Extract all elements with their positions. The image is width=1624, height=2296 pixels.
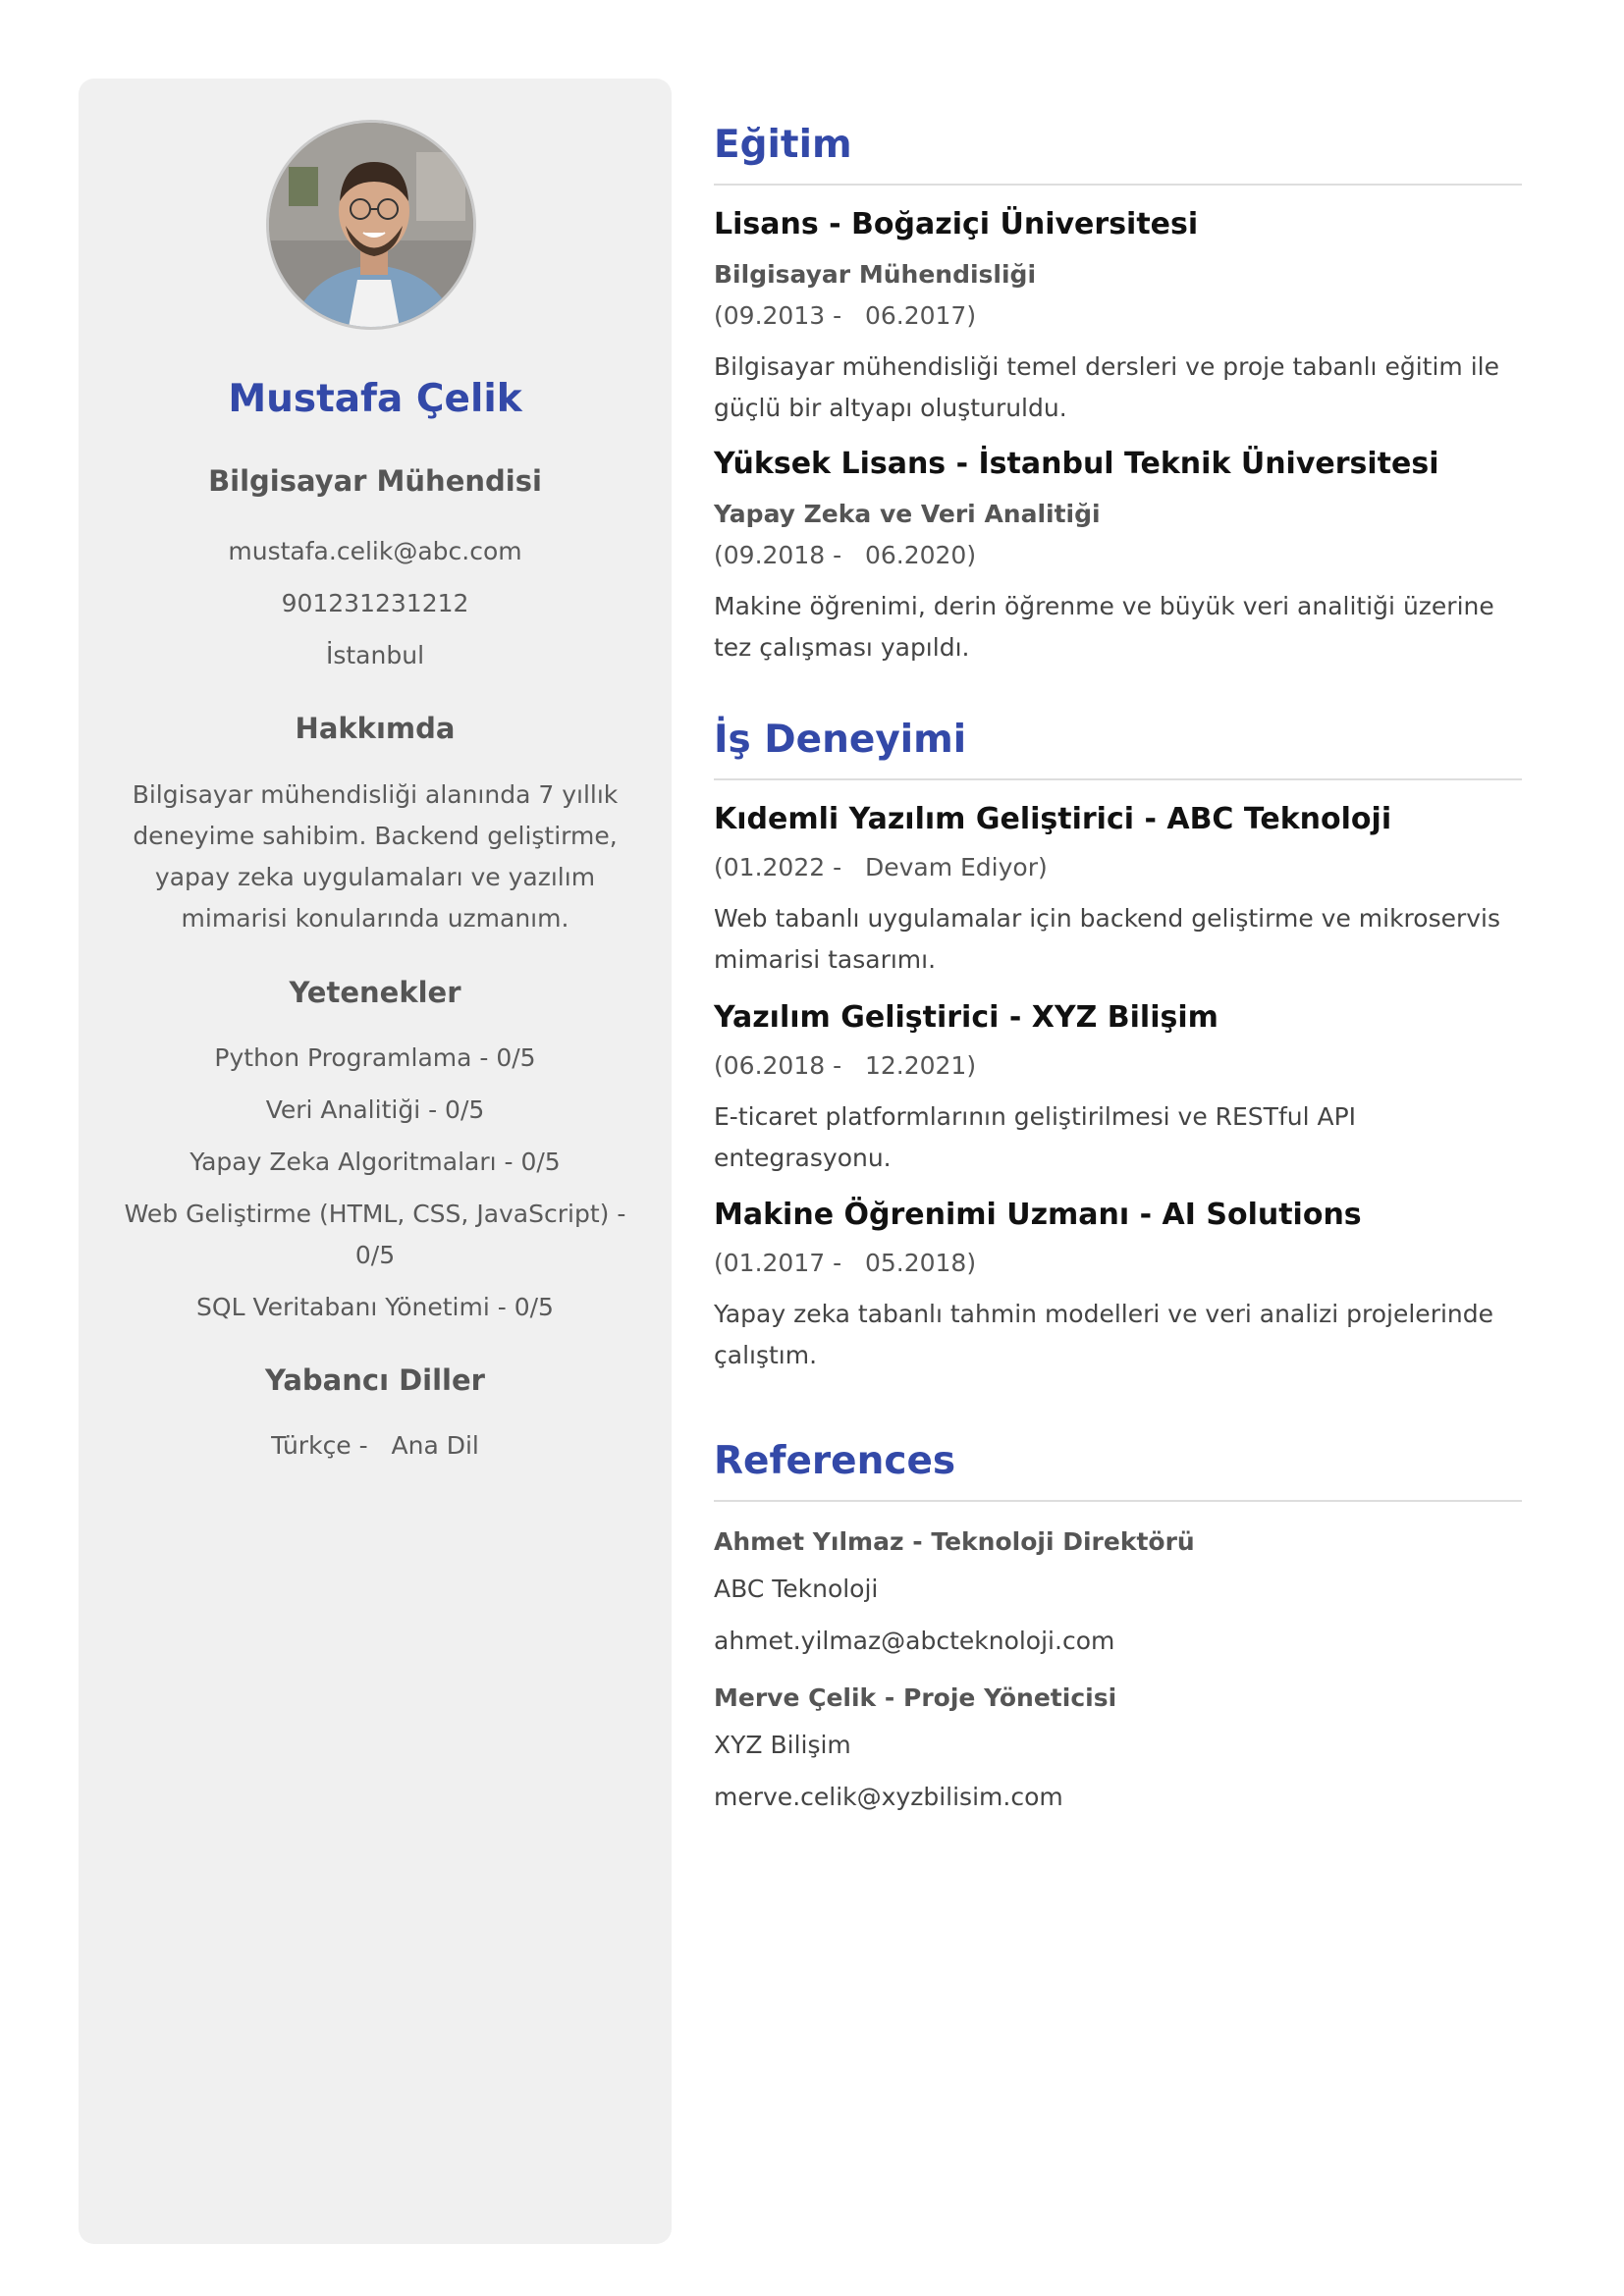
profile-city: İstanbul [325, 641, 425, 669]
reference-header [714, 1683, 1116, 1712]
reference-name: Merve Çelik [714, 1683, 877, 1712]
education-dates: (09.2018 - 06.2020) [714, 541, 977, 569]
education-description: Bilgisayar mühendisliği temel dersleri ve proje tabanlı eğitim ile güçlü bir altyapı oluşturuldu. [714, 352, 1499, 422]
experience-heading: İş Deneyimi [714, 718, 967, 762]
profile-name: Mustafa Çelik [228, 377, 522, 421]
languages-heading: Yabancı Diller [265, 1363, 485, 1397]
experience-description: E-ticaret platformlarının geliştirilmesi ve RESTful API entegrasyonu. [714, 1102, 1357, 1172]
skill-item: SQL Veritabanı Yönetimi - 0/5 [196, 1293, 554, 1321]
reference-separator: - [912, 1527, 923, 1556]
about-heading: Hakkımda [295, 712, 456, 745]
reference-company: ABC Teknoloji [714, 1575, 879, 1603]
avatar-photo [269, 123, 476, 330]
profile-job-title: Bilgisayar Mühendisi [208, 464, 542, 498]
experience-divider [714, 778, 1522, 780]
education-dates: (09.2013 - 06.2017) [714, 301, 977, 330]
skill-item: Yapay Zeka Algoritmaları - 0/5 [189, 1148, 561, 1176]
experience-dates: (01.2017 - 05.2018) [714, 1249, 977, 1277]
language-item: Türkçe - Ana Dil [271, 1431, 479, 1460]
skill-item: Web Geliştirme (HTML, CSS, JavaScript) - 0/5 [124, 1200, 626, 1269]
experience-dates: (01.2022 - Devam Ediyor) [714, 853, 1048, 881]
experience-title: Kıdemli Yazılım Geliştirici - ABC Teknoloji [714, 802, 1392, 836]
education-field: Yapay Zeka ve Veri Analitiği [714, 500, 1101, 528]
profile-phone: 901231231212 [281, 589, 469, 617]
skill-item: Python Programlama - 0/5 [214, 1043, 536, 1072]
reference-header [714, 1527, 1195, 1556]
education-heading: Eğitim [714, 123, 852, 167]
about-text: Bilgisayar mühendisliği alanında 7 yıllık deneyime sahibim. Backend geliştirme, yapay zeka uygulamaları ve yazılım mimarisi konularında uzmanım. [132, 780, 619, 933]
skills-heading: Yetenekler [289, 976, 461, 1009]
education-title: Yüksek Lisans - İstanbul Teknik Üniversitesi [714, 447, 1439, 481]
reference-company: XYZ Bilişim [714, 1731, 851, 1759]
reference-email: merve.celik@xyzbilisim.com [714, 1783, 1063, 1811]
reference-email: ahmet.yilmaz@abcteknoloji.com [714, 1627, 1115, 1655]
experience-description: Yapay zeka tabanlı tahmin modelleri ve veri analizi projelerinde çalıştım. [714, 1300, 1494, 1369]
experience-description: Web tabanlı uygulamalar için backend geliştirme ve mikroservis mimarisi tasarımı. [714, 904, 1501, 974]
reference-separator: - [884, 1683, 895, 1712]
profile-email: mustafa.celik@abc.com [228, 537, 522, 565]
sidebar [79, 79, 672, 2244]
experience-dates: (06.2018 - 12.2021) [714, 1051, 977, 1080]
references-heading: References [714, 1439, 956, 1483]
reference-role: Teknoloji Direktörü [931, 1527, 1195, 1556]
reference-role: Proje Yöneticisi [903, 1683, 1117, 1712]
experience-title: Yazılım Geliştirici - XYZ Bilişim [714, 1000, 1218, 1035]
education-description: Makine öğrenimi, derin öğrenme ve büyük veri analitiği üzerine tez çalışması yapıldı. [714, 592, 1494, 662]
references-divider [714, 1500, 1522, 1502]
education-field: Bilgisayar Mühendisliği [714, 260, 1037, 289]
education-divider [714, 184, 1522, 186]
education-title: Lisans - Boğaziçi Üniversitesi [714, 207, 1199, 241]
skill-item: Veri Analitiği - 0/5 [265, 1095, 485, 1124]
reference-name: Ahmet Yılmaz [714, 1527, 904, 1556]
experience-title: Makine Öğrenimi Uzmanı - AI Solutions [714, 1198, 1362, 1232]
avatar [266, 120, 476, 330]
